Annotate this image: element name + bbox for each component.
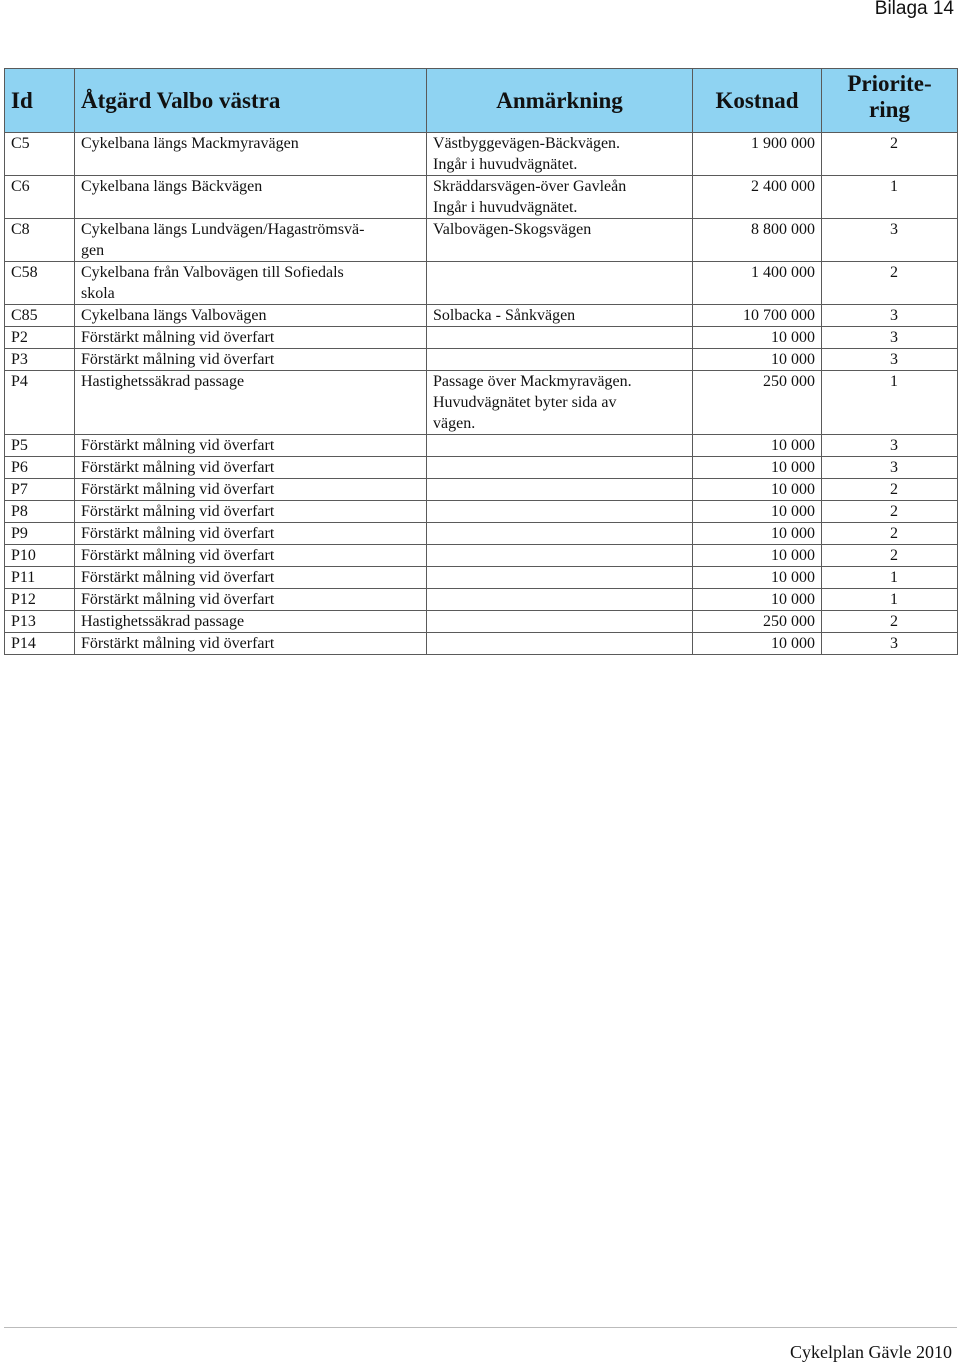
- column-header-atgard: Åtgärd Valbo västra: [75, 69, 427, 133]
- cell-prioritering: [822, 633, 958, 655]
- prioritering-line-2: ring: [869, 97, 910, 122]
- cell-atgard-line: Cykelbana längs Lundvägen/Hagaströmsvä-: [81, 221, 365, 238]
- cell-id: P4: [5, 371, 75, 435]
- cell-id: P3: [5, 349, 75, 371]
- cell-anmarkning: [427, 479, 693, 501]
- cell-prioritering-value: 2: [890, 613, 898, 630]
- table-row: [5, 435, 958, 457]
- cell-kostnad: 10 000: [693, 633, 822, 655]
- cell-anmarkning: [427, 371, 693, 435]
- cell-kostnad: 8 800 000: [693, 219, 822, 262]
- cell-prioritering: [822, 567, 958, 589]
- cell-atgard-line: Hastighetssäkrad passage: [81, 613, 245, 630]
- cell-atgard: [75, 371, 427, 435]
- cell-prioritering: [822, 133, 958, 176]
- cell-anmarkning-line: vägen.: [433, 415, 476, 432]
- cell-anmarkning: [427, 457, 693, 479]
- cell-atgard-line: Förstärkt målning vid överfart: [81, 547, 275, 564]
- cell-prioritering: [822, 523, 958, 545]
- cell-atgard: [75, 305, 427, 327]
- cell-anmarkning: [427, 501, 693, 523]
- cell-atgard-line: Förstärkt målning vid överfart: [81, 351, 275, 368]
- cell-prioritering: [822, 176, 958, 219]
- cell-atgard-line: Förstärkt målning vid överfart: [81, 569, 275, 586]
- cell-prioritering-value: 1: [890, 373, 898, 390]
- cell-id: P14: [5, 633, 75, 655]
- cell-atgard: [75, 349, 427, 371]
- cell-id: P13: [5, 611, 75, 633]
- cell-prioritering: [822, 349, 958, 371]
- cell-prioritering: [822, 479, 958, 501]
- cell-anmarkning-line: Valbovägen-Skogsvägen: [433, 221, 592, 238]
- cell-atgard: [75, 501, 427, 523]
- cell-atgard-line: Förstärkt målning vid överfart: [81, 635, 275, 652]
- cell-id: P10: [5, 545, 75, 567]
- table-row: [5, 305, 958, 327]
- cell-atgard-line: Förstärkt målning vid överfart: [81, 329, 275, 346]
- cell-atgard-line: Förstärkt målning vid överfart: [81, 459, 275, 476]
- table-row: [5, 371, 958, 435]
- cell-id: P5: [5, 435, 75, 457]
- cell-id: P8: [5, 501, 75, 523]
- table-row: [5, 133, 958, 176]
- cell-prioritering-value: 3: [890, 307, 898, 324]
- table-row: [5, 611, 958, 633]
- measures-table: [4, 68, 958, 655]
- cell-kostnad: 10 000: [693, 479, 822, 501]
- cell-atgard-line: Hastighetssäkrad passage: [81, 373, 245, 390]
- column-header-anmarkning: Anmärkning: [427, 69, 693, 133]
- cell-id: C5: [5, 133, 75, 176]
- table-row: [5, 501, 958, 523]
- table-row: [5, 219, 958, 262]
- cell-atgard: [75, 545, 427, 567]
- cell-id: P2: [5, 327, 75, 349]
- cell-id: C85: [5, 305, 75, 327]
- cell-atgard: [75, 176, 427, 219]
- cell-atgard-line: Cykelbana längs Bäckvägen: [81, 178, 263, 195]
- cell-atgard: [75, 611, 427, 633]
- prioritering-line-1: Priorite-: [847, 71, 932, 96]
- cell-prioritering-value: 3: [890, 221, 898, 238]
- cell-anmarkning: [427, 545, 693, 567]
- cell-anmarkning: [427, 176, 693, 219]
- cell-id: C6: [5, 176, 75, 219]
- cell-prioritering-value: 3: [890, 459, 898, 476]
- cell-prioritering-value: 2: [890, 525, 898, 542]
- cell-kostnad: 10 700 000: [693, 305, 822, 327]
- cell-id: P6: [5, 457, 75, 479]
- table-row: [5, 479, 958, 501]
- cell-anmarkning: [427, 262, 693, 305]
- cell-kostnad: 250 000: [693, 611, 822, 633]
- footer-text: Cykelplan Gävle 2010: [790, 1342, 952, 1362]
- cell-anmarkning: [427, 523, 693, 545]
- table-row: [5, 545, 958, 567]
- cell-anmarkning-line: Huvudvägnätet byter sida av: [433, 394, 617, 411]
- cell-prioritering-value: 3: [890, 351, 898, 368]
- table-row: [5, 523, 958, 545]
- table-row: [5, 262, 958, 305]
- table-row: [5, 567, 958, 589]
- cell-atgard-line: gen: [81, 242, 105, 259]
- cell-kostnad: 10 000: [693, 349, 822, 371]
- cell-atgard: [75, 262, 427, 305]
- cell-id: P12: [5, 589, 75, 611]
- cell-kostnad: 10 000: [693, 567, 822, 589]
- cell-prioritering-value: 1: [890, 178, 898, 195]
- table-row: [5, 327, 958, 349]
- table-body: [5, 133, 958, 655]
- cell-atgard-line: Cykelbana från Valbovägen till Sofiedals: [81, 264, 344, 281]
- cell-anmarkning-line: Skräddarsvägen-över Gavleån: [433, 178, 627, 195]
- cell-id: P11: [5, 567, 75, 589]
- cell-atgard: [75, 567, 427, 589]
- cell-atgard: [75, 523, 427, 545]
- cell-atgard: [75, 133, 427, 176]
- cell-kostnad: 2 400 000: [693, 176, 822, 219]
- cell-atgard-line: skola: [81, 285, 115, 302]
- cell-prioritering: [822, 611, 958, 633]
- cell-prioritering: [822, 219, 958, 262]
- cell-atgard: [75, 457, 427, 479]
- cell-prioritering: [822, 305, 958, 327]
- table-header-row: [5, 69, 958, 133]
- cell-atgard: [75, 327, 427, 349]
- cell-kostnad: 10 000: [693, 501, 822, 523]
- cell-anmarkning: [427, 589, 693, 611]
- cell-kostnad: 10 000: [693, 327, 822, 349]
- cell-atgard-line: Förstärkt målning vid överfart: [81, 437, 275, 454]
- cell-kostnad: 10 000: [693, 545, 822, 567]
- column-header-prioritering: [822, 69, 958, 133]
- cell-prioritering: [822, 327, 958, 349]
- cell-anmarkning: [427, 133, 693, 176]
- cell-atgard-line: Cykelbana längs Mackmyravägen: [81, 135, 299, 152]
- cell-anmarkning: [427, 305, 693, 327]
- cell-anmarkning: [427, 435, 693, 457]
- cell-id: P7: [5, 479, 75, 501]
- cell-kostnad: 10 000: [693, 435, 822, 457]
- cell-id: C8: [5, 219, 75, 262]
- cell-prioritering: [822, 545, 958, 567]
- cell-anmarkning-line: Ingår i huvudvägnätet.: [433, 199, 578, 216]
- cell-prioritering-value: 2: [890, 481, 898, 498]
- cell-prioritering: [822, 435, 958, 457]
- table-row: [5, 176, 958, 219]
- cell-anmarkning-line: Passage över Mackmyravägen.: [433, 373, 632, 390]
- cell-anmarkning-line: Västbyggevägen-Bäckvägen.: [433, 135, 621, 152]
- cell-atgard: [75, 219, 427, 262]
- cell-atgard-line: Förstärkt målning vid överfart: [81, 525, 275, 542]
- footer-divider: [4, 1327, 957, 1328]
- cell-kostnad: 250 000: [693, 371, 822, 435]
- cell-anmarkning: [427, 567, 693, 589]
- cell-prioritering-value: 2: [890, 547, 898, 564]
- cell-kostnad: 1 900 000: [693, 133, 822, 176]
- table-row: [5, 589, 958, 611]
- cell-prioritering-value: 1: [890, 569, 898, 586]
- cell-atgard-line: Förstärkt målning vid överfart: [81, 503, 275, 520]
- cell-prioritering: [822, 262, 958, 305]
- cell-prioritering-value: 2: [890, 135, 898, 152]
- cell-prioritering: [822, 589, 958, 611]
- column-header-kostnad: Kostnad: [693, 69, 822, 133]
- cell-id: P9: [5, 523, 75, 545]
- cell-prioritering-value: 2: [890, 503, 898, 520]
- cell-id: C58: [5, 262, 75, 305]
- cell-anmarkning-line: Ingår i huvudvägnätet.: [433, 156, 578, 173]
- cell-prioritering: [822, 457, 958, 479]
- appendix-label: Bilaga 14: [874, 0, 954, 19]
- cell-prioritering-value: 3: [890, 437, 898, 454]
- cell-anmarkning: [427, 327, 693, 349]
- cell-prioritering: [822, 371, 958, 435]
- cell-anmarkning-line: Solbacka - Sånkvägen: [433, 307, 576, 324]
- cell-kostnad: 1 400 000: [693, 262, 822, 305]
- cell-kostnad: 10 000: [693, 589, 822, 611]
- cell-atgard-line: Förstärkt målning vid överfart: [81, 591, 275, 608]
- cell-prioritering-value: 3: [890, 635, 898, 652]
- cell-atgard-line: Förstärkt målning vid överfart: [81, 481, 275, 498]
- cell-anmarkning: [427, 611, 693, 633]
- cell-prioritering-value: 2: [890, 264, 898, 281]
- table-row: [5, 349, 958, 371]
- cell-kostnad: 10 000: [693, 523, 822, 545]
- column-header-id: Id: [5, 69, 75, 133]
- cell-kostnad: 10 000: [693, 457, 822, 479]
- cell-anmarkning: [427, 349, 693, 371]
- cell-atgard: [75, 435, 427, 457]
- cell-atgard: [75, 479, 427, 501]
- cell-prioritering-value: 3: [890, 329, 898, 346]
- cell-anmarkning: [427, 219, 693, 262]
- cell-atgard-line: Cykelbana längs Valbovägen: [81, 307, 267, 324]
- cell-prioritering: [822, 501, 958, 523]
- table-row: [5, 457, 958, 479]
- cell-anmarkning: [427, 633, 693, 655]
- cell-prioritering-value: 1: [890, 591, 898, 608]
- cell-atgard: [75, 633, 427, 655]
- table-row: [5, 633, 958, 655]
- cell-atgard: [75, 589, 427, 611]
